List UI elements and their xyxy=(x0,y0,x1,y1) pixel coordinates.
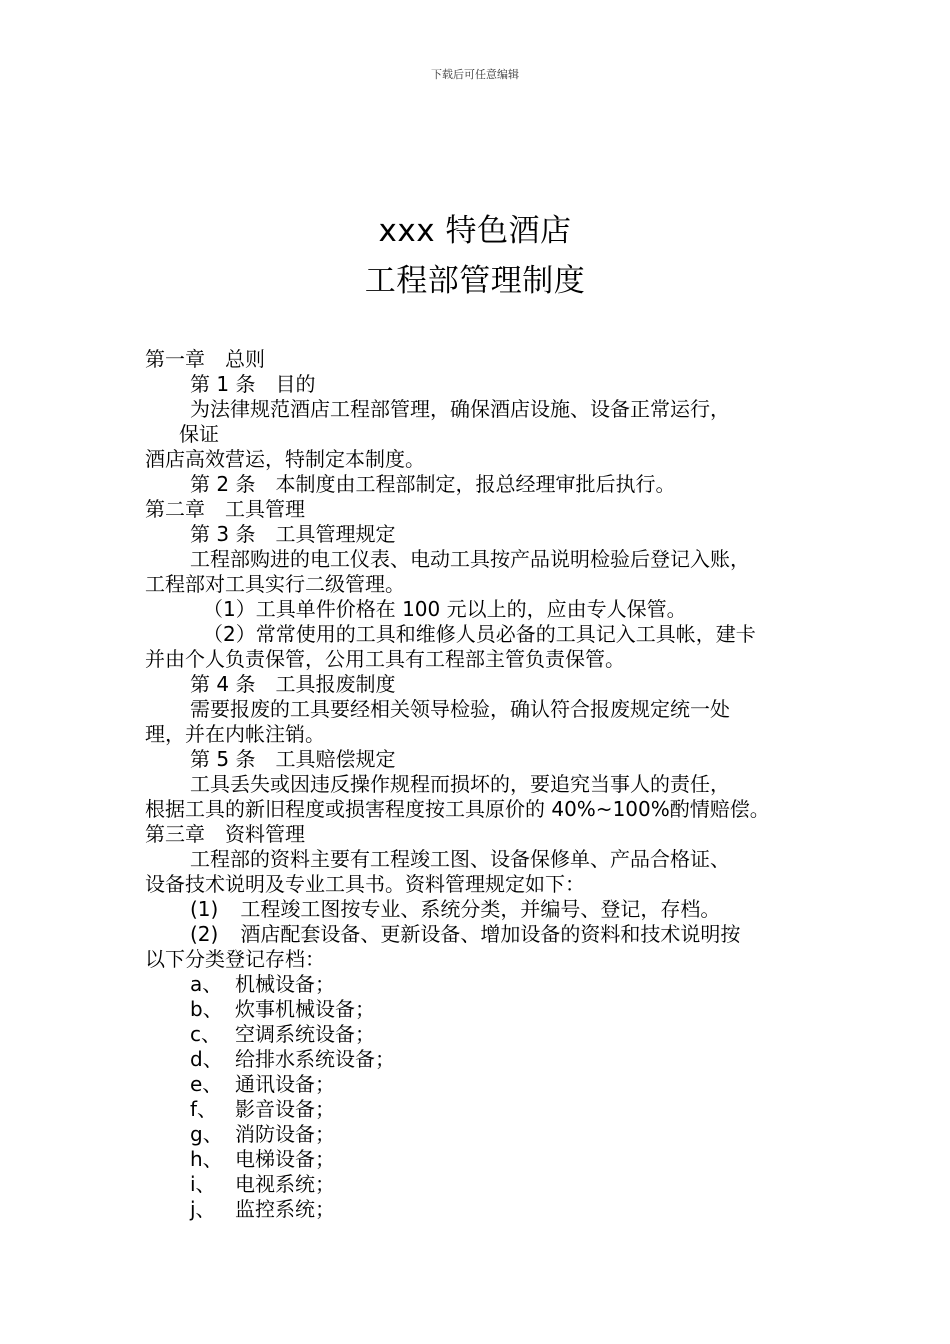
article-3-item-2-cont: 并由个人负责保管，公用工具有工程部主管负责保管。 xyxy=(145,647,625,671)
list-item xyxy=(145,972,810,997)
item-2-number: (2) xyxy=(190,922,219,946)
article-5-heading: 第 5 条 工具赔偿规定 xyxy=(190,747,396,771)
item-2-text: 酒店配套设备、更新设备、增加设备的资料和技术说明按 xyxy=(240,922,741,946)
list-text: 消防设备； xyxy=(235,1122,335,1146)
document-title-line1: xxx 特色酒店 xyxy=(378,213,572,249)
list-item xyxy=(145,1147,810,1172)
list-text: 机械设备； xyxy=(235,972,335,996)
item-1-text: 工程竣工图按专业、系统分类，并编号、登记，存档。 xyxy=(240,897,721,921)
list-item xyxy=(145,1172,810,1197)
list-marker: g、 xyxy=(190,1122,223,1146)
list-text: 空调系统设备； xyxy=(235,1022,375,1046)
chapter-2-heading: 第二章 工具管理 xyxy=(145,497,305,521)
list-marker: j、 xyxy=(190,1197,216,1221)
article-1-paragraph: 为法律规范酒店工程部管理，确保酒店设施、设备正常运行， xyxy=(190,397,730,421)
article-3-paragraph: 工程部购进的电工仪表、电动工具按产品说明检验后登记入账， xyxy=(190,547,750,571)
article-1-heading: 第 1 条 目的 xyxy=(190,372,316,396)
article-4-heading: 第 4 条 工具报废制度 xyxy=(190,672,396,696)
chapter-3-item-2-cont: 以下分类登记存档： xyxy=(145,947,325,971)
chapter-3-item-2 xyxy=(145,922,810,947)
list-item xyxy=(145,997,810,1022)
article-3-paragraph-cont: 工程部对工具实行二级管理。 xyxy=(145,572,405,596)
list-marker: i、 xyxy=(190,1172,216,1196)
list-text: 监控系统； xyxy=(235,1197,335,1221)
article-4-paragraph-cont: 理，并在内帐注销。 xyxy=(145,722,325,746)
list-item xyxy=(145,1122,810,1147)
article-4-paragraph: 需要报废的工具要经相关领导检验，确认符合报废规定统一处 xyxy=(190,697,730,721)
list-text: 电视系统； xyxy=(235,1172,335,1196)
list-text: 炊事机械设备； xyxy=(235,997,375,1021)
list-item xyxy=(145,1072,810,1097)
list-marker: f、 xyxy=(190,1097,218,1121)
article-3-heading: 第 3 条 工具管理规定 xyxy=(190,522,396,546)
document-body xyxy=(145,347,810,1222)
article-5-paragraph: 工具丢失或因违反操作规程而损坏的，要追究当事人的责任， xyxy=(190,772,730,796)
page-header-note: 下载后可任意编辑 xyxy=(431,68,519,81)
chapter-3-paragraph-cont: 设备技术说明及专业工具书。资料管理规定如下： xyxy=(145,872,585,896)
article-1-paragraph-cont: 酒店高效营运，特制定本制度。 xyxy=(145,447,425,471)
chapter-3-heading: 第三章 资料管理 xyxy=(145,822,305,846)
article-3-item-2: （2）常常使用的工具和维修人员必备的工具记入工具帐，建卡 xyxy=(203,622,756,646)
list-item xyxy=(145,1097,810,1122)
list-marker: d、 xyxy=(190,1047,223,1071)
list-marker: c、 xyxy=(190,1022,221,1046)
article-1-paragraph-wrap: 保证 xyxy=(179,422,219,446)
article-2: 第 2 条 本制度由工程部制定，报总经理审批后执行。 xyxy=(190,472,676,496)
list-text: 影音设备； xyxy=(235,1097,335,1121)
list-marker: a、 xyxy=(190,972,223,996)
list-item xyxy=(145,1047,810,1072)
item-1-number: (1) xyxy=(190,897,219,921)
chapter-3-item-1 xyxy=(145,897,810,922)
list-item xyxy=(145,1022,810,1047)
article-3-item-1: （1）工具单件价格在 100 元以上的，应由专人保管。 xyxy=(203,597,687,621)
list-text: 电梯设备； xyxy=(235,1147,335,1171)
list-marker: b、 xyxy=(190,997,223,1021)
chapter-1-heading: 第一章 总则 xyxy=(145,347,265,371)
chapter-3-paragraph: 工程部的资料主要有工程竣工图、设备保修单、产品合格证、 xyxy=(190,847,730,871)
list-text: 通讯设备； xyxy=(235,1072,335,1096)
list-item xyxy=(145,1197,810,1222)
article-5-paragraph-cont: 根据工具的新旧程度或损害程度按工具原价的 40%~100%酌情赔偿。 xyxy=(145,797,770,821)
list-marker: e、 xyxy=(190,1072,223,1096)
list-marker: h、 xyxy=(190,1147,223,1171)
document-title-line2: 工程部管理制度 xyxy=(364,263,586,299)
list-text: 给排水系统设备； xyxy=(235,1047,395,1071)
